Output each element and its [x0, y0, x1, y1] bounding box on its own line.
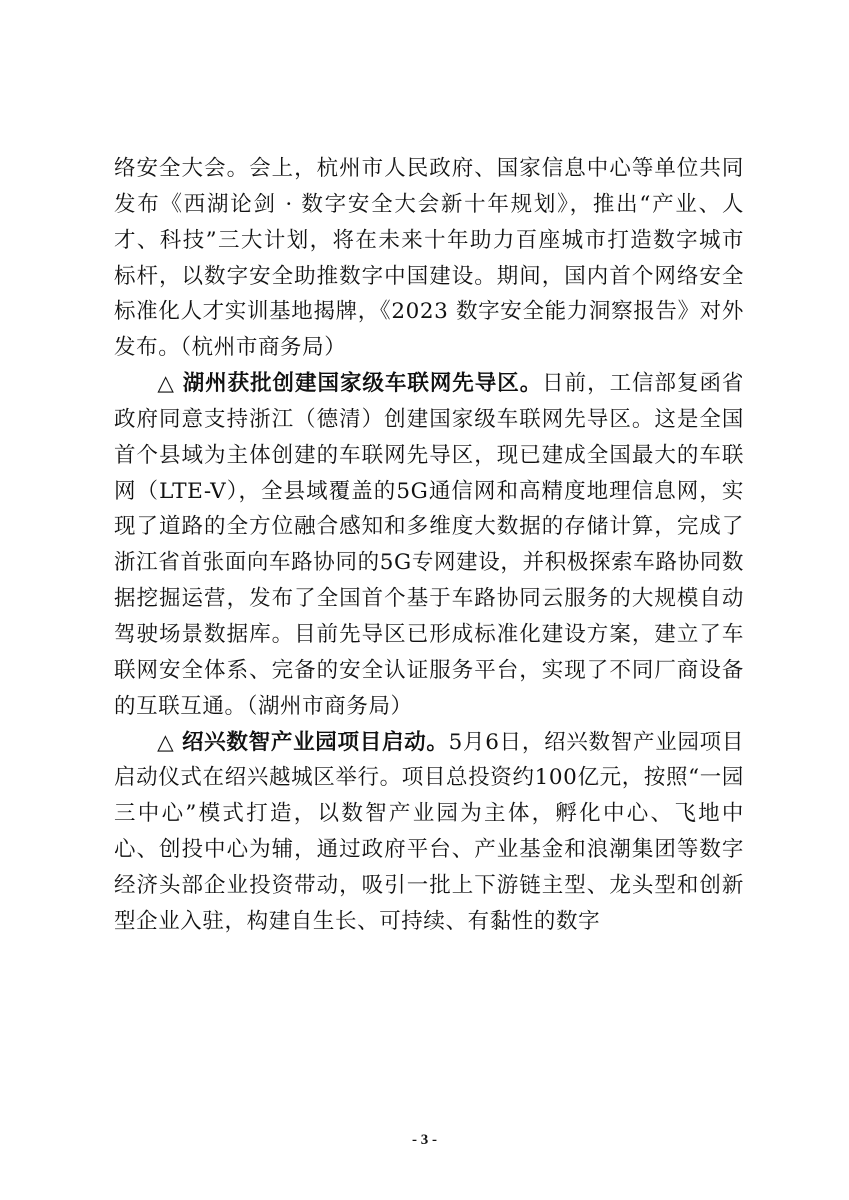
paragraph-hangzhou-conference — [114, 151, 744, 366]
paragraph-body: 5月6日，绍兴数智产业园项目启动仪式在绍兴越城区举行。项目总投资约100亿元，按照“一园三中心”模式打造，以数智产业园为主体，孵化中心、飞地中心、创投中心为辅，通过政府平台、产业基金和浪潮集团等数字经济头部企业投资带动，吸引一批上下游链主型、龙头型和创新型企业入驻，构建自生长、可持续、有黏性的数字 — [114, 729, 745, 934]
paragraph-body: 络安全大会。会上，杭州市人民政府、国家信息中心等单位共同发布《西湖论剑 · 数字安全大会新十年规划》，推出“产业、人才、科技”三大计划，将在未来十年助力百座城市打造数字城市标杆，以数字安全助推数字中国建设。期间，国内首个网络安全标准化人才实训基地揭牌，《2023 数字安全能力洞察报告》对外发布。（杭州市商务局） — [114, 156, 744, 361]
page-number: - 3 - — [412, 1132, 437, 1148]
triangle-marker-icon: △ — [157, 371, 175, 397]
triangle-marker-icon: △ — [157, 729, 175, 755]
document-body — [114, 151, 744, 940]
paragraph-heading: 绍兴数智产业园项目启动。 — [181, 729, 449, 755]
paragraph-huzhou-iov — [114, 366, 744, 724]
paragraph-shaoxing-park — [114, 725, 744, 940]
paragraph-heading: 湖州获批创建国家级车联网先导区。 — [182, 371, 543, 397]
paragraph-body: 日前，工信部复函省政府同意支持浙江（德清）创建国家级车联网先导区。这是全国首个县域为主体创建的车联网先导区，现已建成全国最大的车联网（LTE-V），全县域覆盖的5G通信网和高精度地理信息网，实现了道路的全方位融合感知和多维度大数据的存储计算，完成了浙江省首张面向车路协同的5G专网建设，并积极探索车路协同数据挖掘运营，发布了全国首个基于车路协同云服务的大规模自动驾驶场景数据库。目前先导区已形成标准化建设方案，建立了车联网安全体系、完备的安全认证服务平台，实现了不同厂商设备的互联互通。（湖州市商务局） — [114, 371, 745, 719]
